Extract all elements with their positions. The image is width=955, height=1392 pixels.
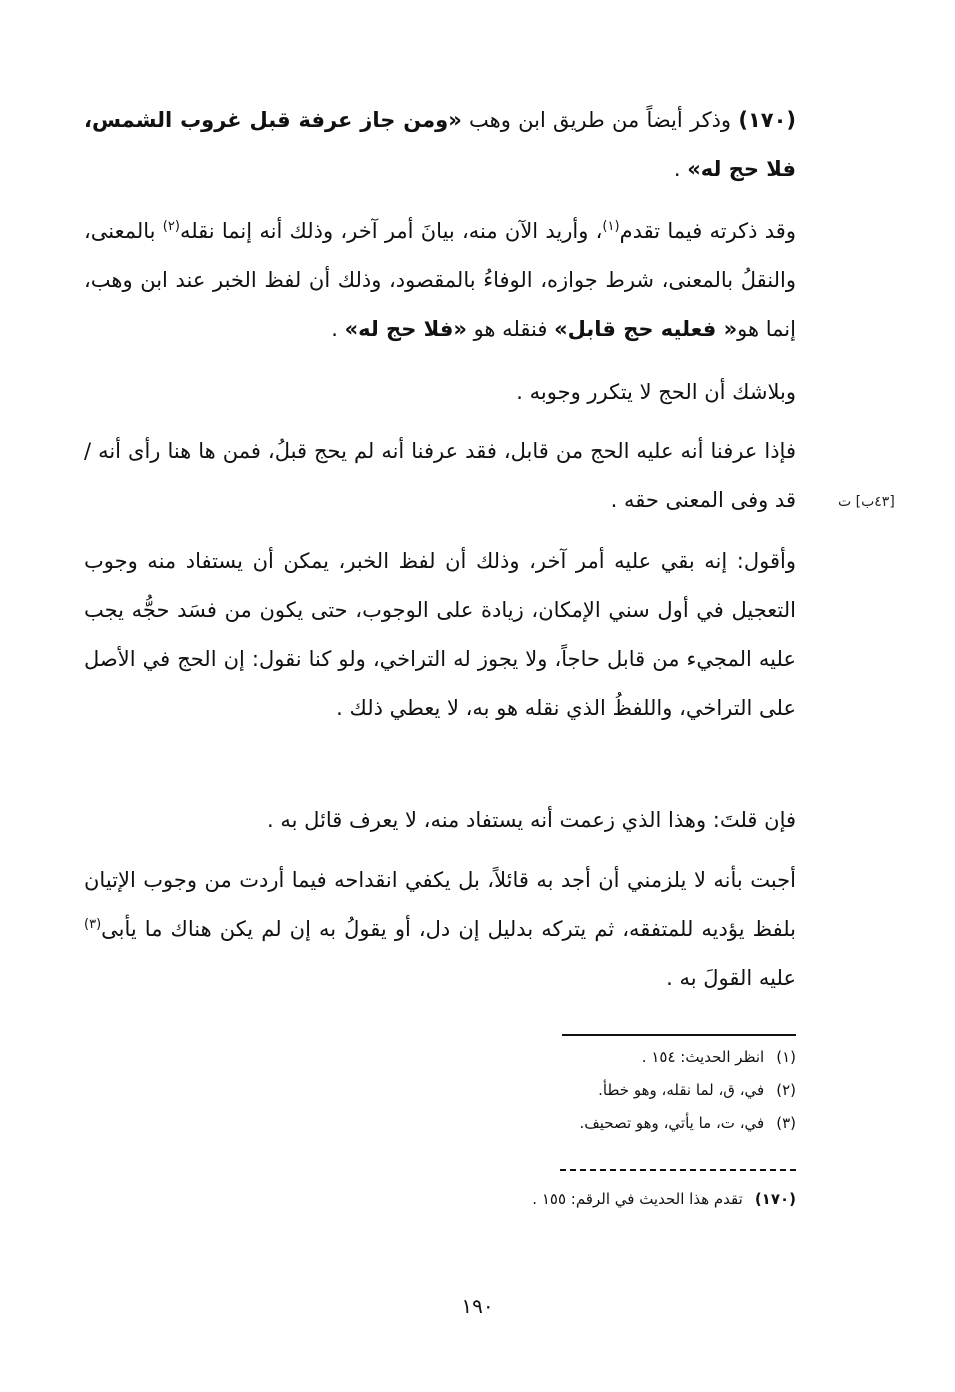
editor-note-text: تقدم هذا الحديث في الرقم: ١٥٥ .: [532, 1190, 743, 1208]
footnote-ref-1: (١): [602, 219, 620, 234]
manuscript-margin-note: [٤٣ب] ت: [838, 494, 895, 510]
footnote-text: انظر الحديث: ١٥٤ .: [641, 1048, 765, 1066]
quote-bold: «فلا حج له»: [344, 317, 467, 341]
hadith-number: (١٧٠): [738, 108, 796, 132]
paragraph-text: بالمعنى، والنقلُ بالمعنى، شرط جوازه، الوفاءُ بالمقصود، وذلك أن لفظ الخبر عند ابن وهب، إنما هو: [84, 219, 796, 341]
paragraph-text: عليه القولَ به .: [666, 966, 796, 990]
paragraph-text: أجبت بأنه لا يلزمني أن أجد به قائلاً، بل يكفي انقداحه فيما أردت من وجوب الإتيان بلفظ يؤديه للمتفقه، ثم يتركه بدليل إن دل، أو يقولُ به إن لم يكن هناك ما يأبى: [84, 868, 796, 941]
page-number: ١٩٠: [461, 1294, 494, 1318]
paragraph-7: [84, 856, 796, 1003]
editor-note: [380, 1183, 796, 1216]
footnote-ref-2: (٢): [162, 219, 180, 234]
footnotes-list: [380, 1041, 796, 1140]
footnote-3: [380, 1107, 796, 1140]
paragraph-6: فإن قلتَ: وهذا الذي زعمت أنه يستفاد منه، لا يعرف قائل به .: [267, 808, 796, 832]
footnote-number: (٢): [776, 1081, 796, 1099]
editor-note-number: (١٧٠): [754, 1190, 796, 1208]
paragraph-3: وبلاشك أن الحج لا يتكرر وجوبه .: [516, 380, 796, 404]
paragraph-text: .: [331, 317, 345, 341]
footnote-1: [380, 1041, 796, 1074]
paragraph-170: [84, 96, 796, 194]
footnote-number: (١): [776, 1048, 796, 1066]
footnote-ref-3: (٣): [84, 917, 102, 932]
paragraph-2: [84, 207, 796, 354]
quote-bold: « فعليه حج قابل»: [554, 317, 738, 341]
paragraph-5: وأقول: إنه بقي عليه أمر آخر، وذلك أن لفظ الخبر، يمكن أن يستفاد منه وجوب التعجيل في أول سني الإمكان، زيادة على الوجوب، حتى يكون من فسَد حجُّه يجب عليه المجيء من قابل حاجاً، ولا يجوز له التراخي، ولو كنا نقول: إن الحج في الأصل على التراخي، واللفظُ الذي نقله هو به، لا يعطي ذلك .: [84, 549, 796, 720]
paragraph-text: .: [673, 157, 688, 181]
paragraph-text: فنقله هو: [466, 317, 555, 341]
hadith-quote: «ومن جاز عرفة قبل غروب الشمس، فلا حج له»: [84, 108, 796, 181]
paragraph-text: ، وأريد الآن منه، بيانَ أمر آخر، وذلك أنه إنما نقله: [179, 219, 603, 243]
footnote-2: [380, 1074, 796, 1107]
footnote-separator: [562, 1034, 796, 1036]
paragraph-text: وقد ذكرته فيما تقدم: [619, 219, 796, 243]
footnote-text: في، ق، لما نقله، وهو خطأ.: [598, 1081, 765, 1099]
paragraph-text: وذكر أيضاً من طريق ابن وهب: [461, 108, 739, 132]
editor-notes-separator: [560, 1169, 796, 1171]
paragraph-4: فإذا عرفنا أنه عليه الحج من قابل، فقد عرفنا أنه لم يحج قبلُ، فمن ها هنا رأى أنه / قد وفى المعنى حقه .: [84, 439, 796, 512]
footnote-text: في، ت، ما يأتي، وهو تصحيف.: [579, 1114, 765, 1132]
footnote-number: (٣): [776, 1114, 796, 1132]
